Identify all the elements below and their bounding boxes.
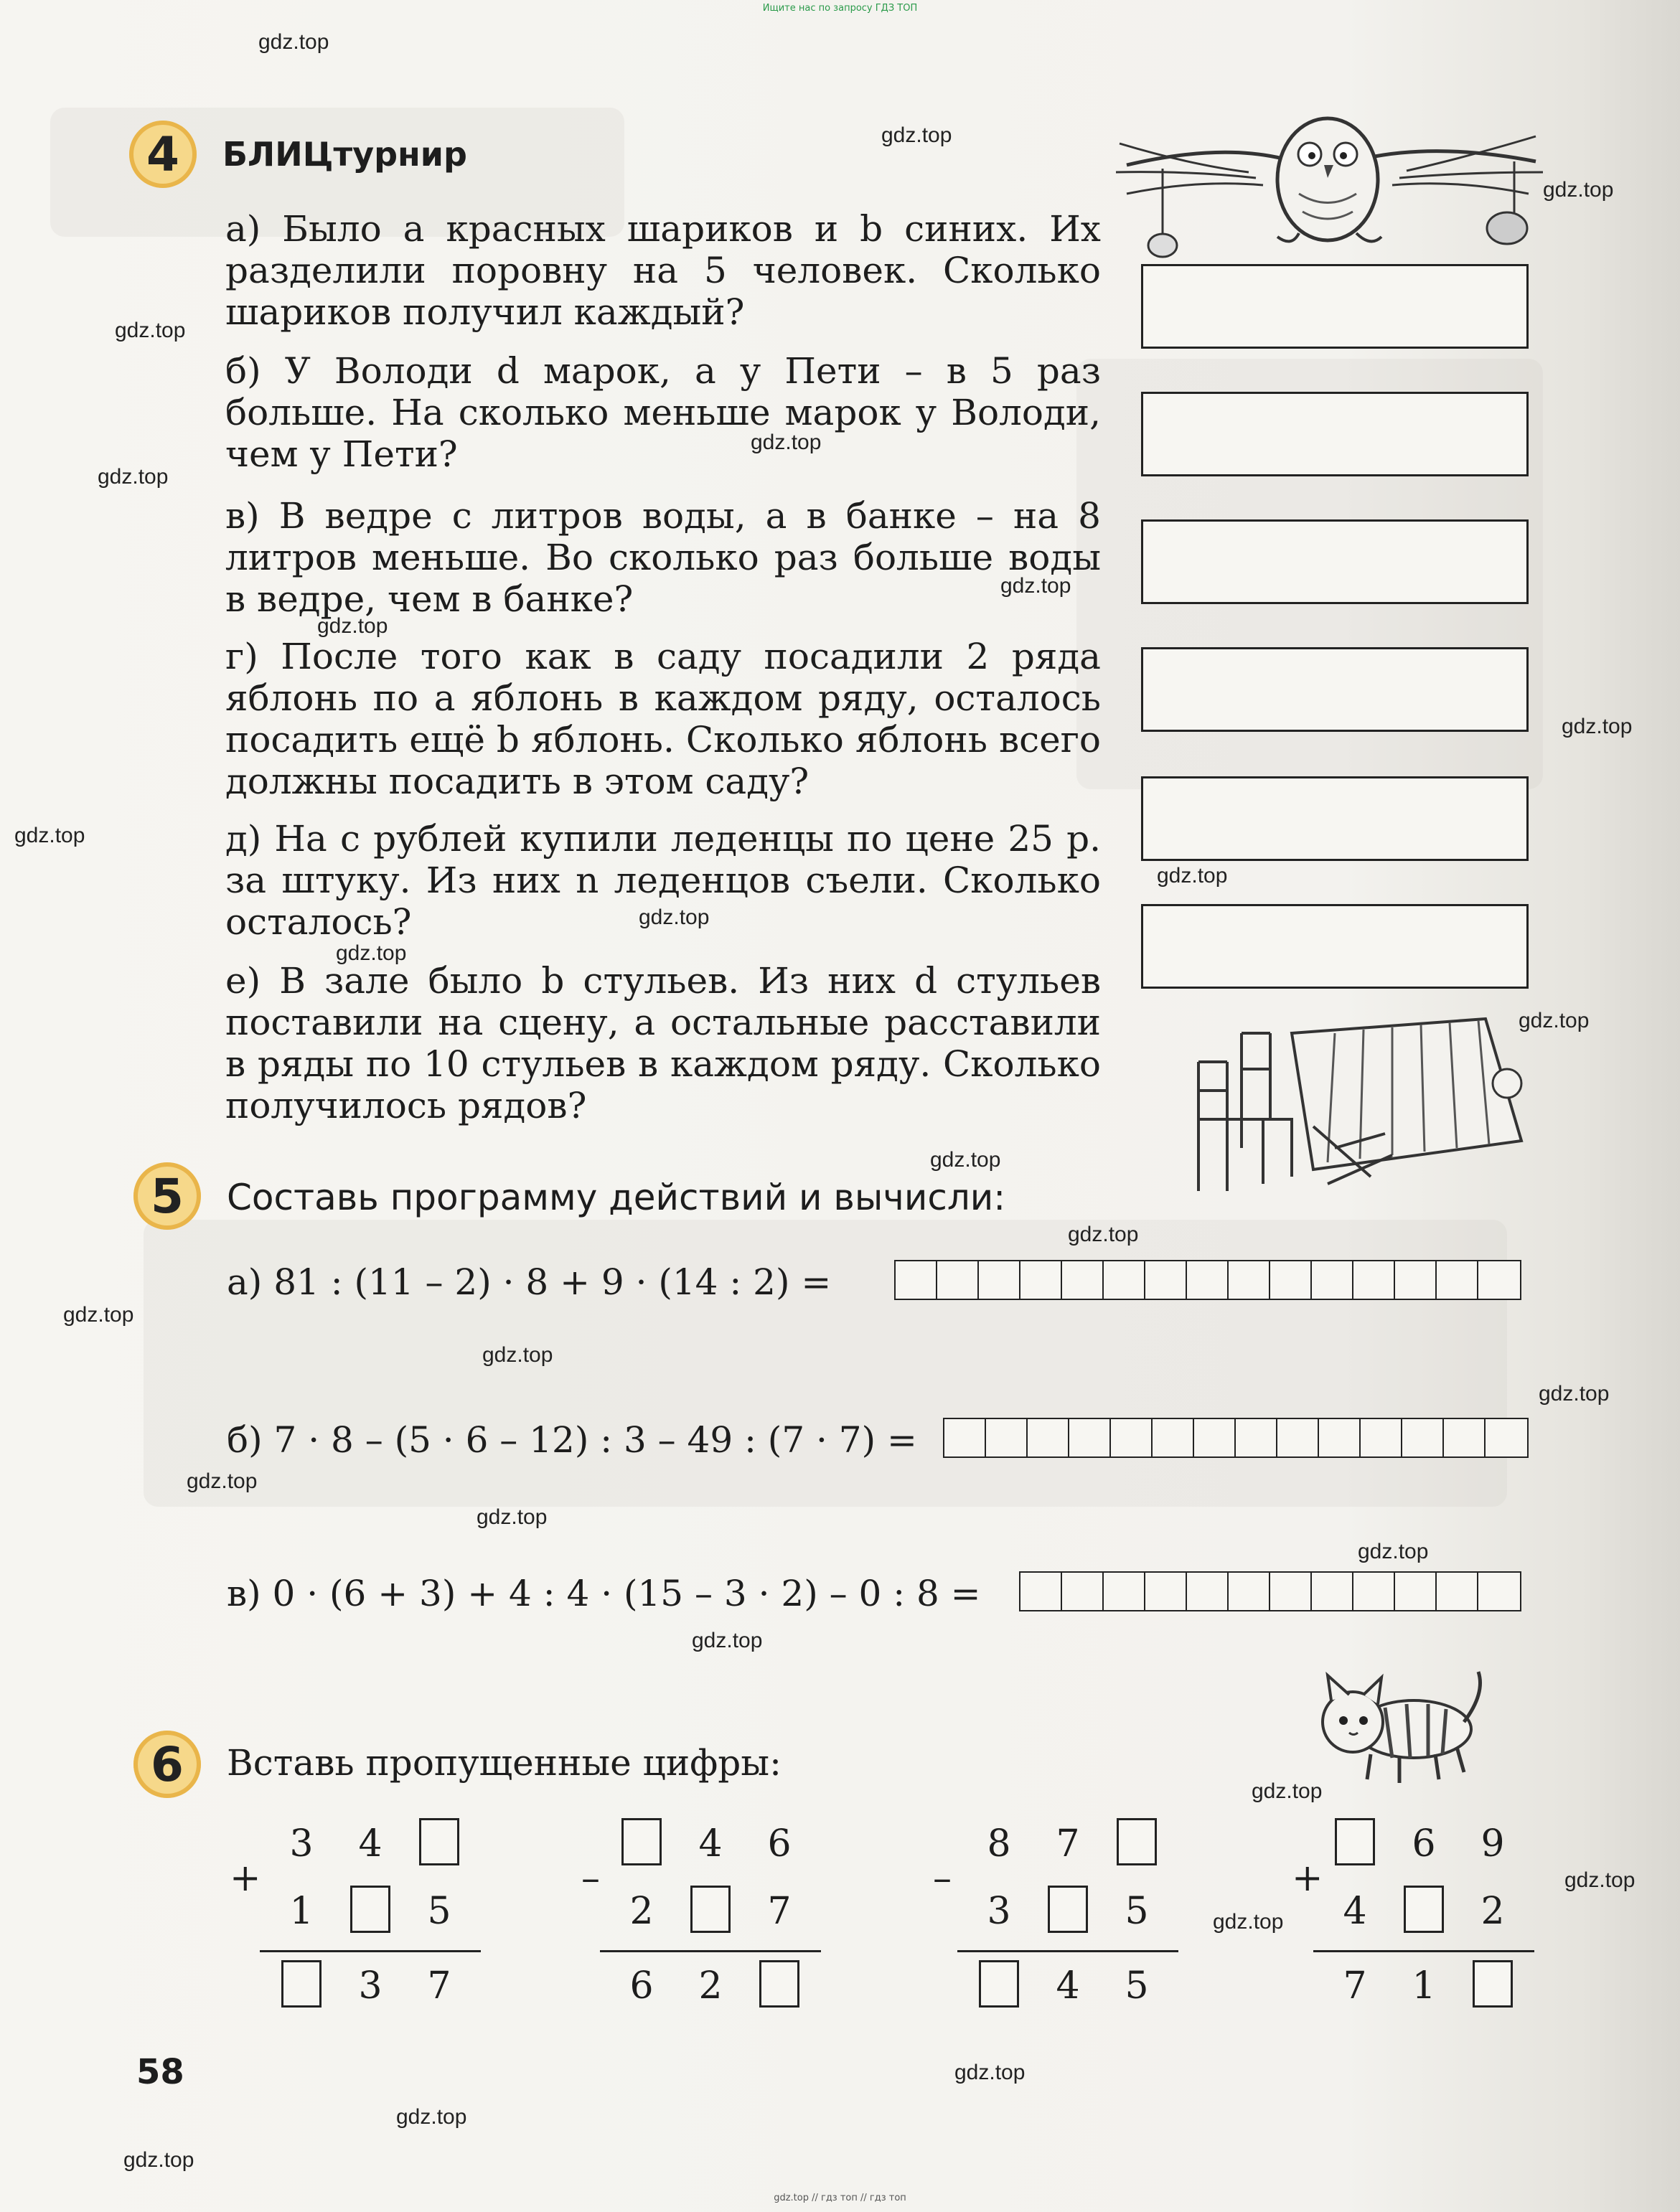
sum-line [1313,1950,1534,1952]
operator-sign: – [581,1857,600,1900]
digit: 7 [767,1890,792,1933]
digit: 6 [629,1964,654,2008]
task-item: а) Было a красных шариков и b синих. Их разделили поровну на 5 человек. Сколько шариков получил каждый? [225,208,1101,333]
watermark: gdz.top [396,2105,467,2129]
task-number-badge: 4 [129,121,197,188]
task4-items [225,818,1101,943]
task-title: БЛИЦтурнир [222,135,467,174]
digit: 1 [289,1890,314,1933]
operator-sign: – [933,1857,952,1900]
watermark: gdz.top [123,2148,194,2172]
answer-cells-v[interactable] [1019,1571,1521,1611]
task4-items [225,350,1101,475]
watermark: gdz.top [1157,864,1228,888]
digit: 2 [698,1964,723,2008]
watermark: gdz.top [115,319,186,342]
watermark: gdz.top [639,905,710,929]
watermark: gdz.top [317,614,388,638]
answer-box-d[interactable] [1141,776,1529,861]
digit: 2 [629,1890,654,1933]
answer-cells-a[interactable] [894,1260,1521,1300]
task4-items [225,495,1101,620]
chairs-curtain-illustration [1170,1004,1529,1198]
missing-digit-box[interactable] [1404,1886,1444,1933]
expression-b: б) 7 · 8 – (5 · 6 – 12) : 3 – 49 : (7 · 7) = [227,1419,917,1461]
task-title: Вставь пропущенные цифры: [227,1742,782,1784]
answer-cells-b[interactable] [943,1418,1529,1458]
answer-box-e[interactable] [1141,904,1529,989]
digit: 8 [987,1822,1011,1865]
task4-items [225,960,1101,1126]
answer-box-a[interactable] [1141,264,1529,349]
sum-line [957,1950,1178,1952]
digit: 6 [1412,1822,1436,1865]
missing-digit-box[interactable] [350,1886,390,1933]
watermark: gdz.top [98,465,169,489]
watermark: gdz.top [14,824,85,847]
missing-digit-box[interactable] [1473,1960,1513,2008]
watermark: gdz.top [1358,1540,1429,1563]
watermark: gdz.top [63,1303,134,1327]
digit: 9 [1480,1822,1505,1865]
missing-digit-box[interactable] [690,1886,731,1933]
watermark: gdz.top [258,30,329,54]
digit: 4 [358,1822,383,1865]
digit: 5 [1125,1890,1149,1933]
digit: 7 [1343,1964,1367,2008]
digit: 1 [1412,1964,1436,2008]
expression-v: в) 0 · (6 + 3) + 4 : 4 · (15 – 3 · 2) – 0 : 8 = [227,1573,981,1614]
digit: 3 [987,1890,1011,1933]
top-note: Ищите нас по запросу ГДЗ ТОП [762,3,918,14]
watermark: gdz.top [1000,574,1071,598]
task-item: в) В ведре c литров воды, а в банке – на 8 литров меньше. Во сколько раз больше воды в ведре, чем в банке? [225,495,1101,620]
watermark: gdz.top [1562,715,1633,738]
digit: 3 [289,1822,314,1865]
digit: 5 [427,1890,451,1933]
missing-digit-box[interactable] [281,1960,322,2008]
digit: 4 [698,1822,723,1865]
task-item: д) На c рублей купили леденцы по цене 25 р. за штуку. Из них n леденцов съели. Сколько осталось? [225,818,1101,943]
missing-digit-box[interactable] [1117,1818,1157,1865]
watermark: gdz.top [1213,1910,1284,1934]
sum-line [260,1950,481,1952]
answer-box-g[interactable] [1141,647,1529,732]
watermark: gdz.top [692,1629,763,1652]
expression-a: а) 81 : (11 – 2) · 8 + 9 · (14 : 2) = [227,1261,832,1303]
digit: 4 [1343,1890,1367,1933]
sum-line [600,1950,821,1952]
missing-digit-box[interactable] [1335,1818,1375,1865]
watermark: gdz.top [1539,1382,1610,1406]
task-item: б) У Володи d марок, а у Пети – в 5 раз больше. На сколько меньше марок у Володи, чем у Пети? [225,350,1101,475]
operator-sign: + [230,1857,261,1900]
watermark: gdz.top [930,1148,1001,1172]
watermark: gdz.top [1543,178,1614,202]
task-item: е) В зале было b стульев. Из них d стульев поставили на сцену, а остальные расставили в ряды по 10 стульев в каждом ряду. Сколько получилось рядов? [225,960,1101,1126]
digit: 3 [358,1964,383,2008]
watermark: gdz.top [1564,1868,1636,1892]
kitten-illustration [1299,1665,1493,1787]
task4-items [225,208,1101,339]
missing-digit-box[interactable] [979,1960,1019,2008]
task-number-badge: 6 [133,1731,201,1798]
digit: 5 [1125,1964,1149,2008]
task4-items [225,636,1101,802]
watermark: gdz.top [1519,1009,1590,1032]
watermark: gdz.top [477,1505,548,1529]
watermark: gdz.top [751,430,822,454]
operator-sign: + [1292,1857,1323,1900]
answer-box-v[interactable] [1141,519,1529,604]
digit: 6 [767,1822,792,1865]
bottom-note: gdz.top // гдз топ // гдз топ [774,2193,906,2203]
digit: 7 [427,1964,451,2008]
page-number: 58 [136,2052,184,2092]
task-number-badge: 5 [133,1162,201,1230]
digit: 2 [1480,1890,1505,1933]
watermark: gdz.top [482,1343,553,1367]
task-item: г) После того как в саду посадили 2 ряда яблонь по a яблонь в каждом ряду, осталось посадить ещё b яблонь. Сколько яблонь всего должны посадить в этом саду? [225,636,1101,802]
watermark: gdz.top [1068,1223,1139,1246]
watermark: gdz.top [881,123,952,147]
missing-digit-box[interactable] [419,1818,459,1865]
owl-scales-illustration [1105,86,1550,265]
watermark: gdz.top [336,941,407,965]
missing-digit-box[interactable] [1048,1886,1088,1933]
answer-box-b[interactable] [1141,392,1529,476]
missing-digit-box[interactable] [621,1818,662,1865]
watermark: gdz.top [1252,1779,1323,1803]
watermark: gdz.top [954,2061,1026,2084]
task-title: Составь программу действий и вычисли: [227,1177,1006,1218]
watermark: gdz.top [187,1469,258,1493]
missing-digit-box[interactable] [759,1960,799,2008]
digit: 7 [1056,1822,1080,1865]
digit: 4 [1056,1964,1080,2008]
